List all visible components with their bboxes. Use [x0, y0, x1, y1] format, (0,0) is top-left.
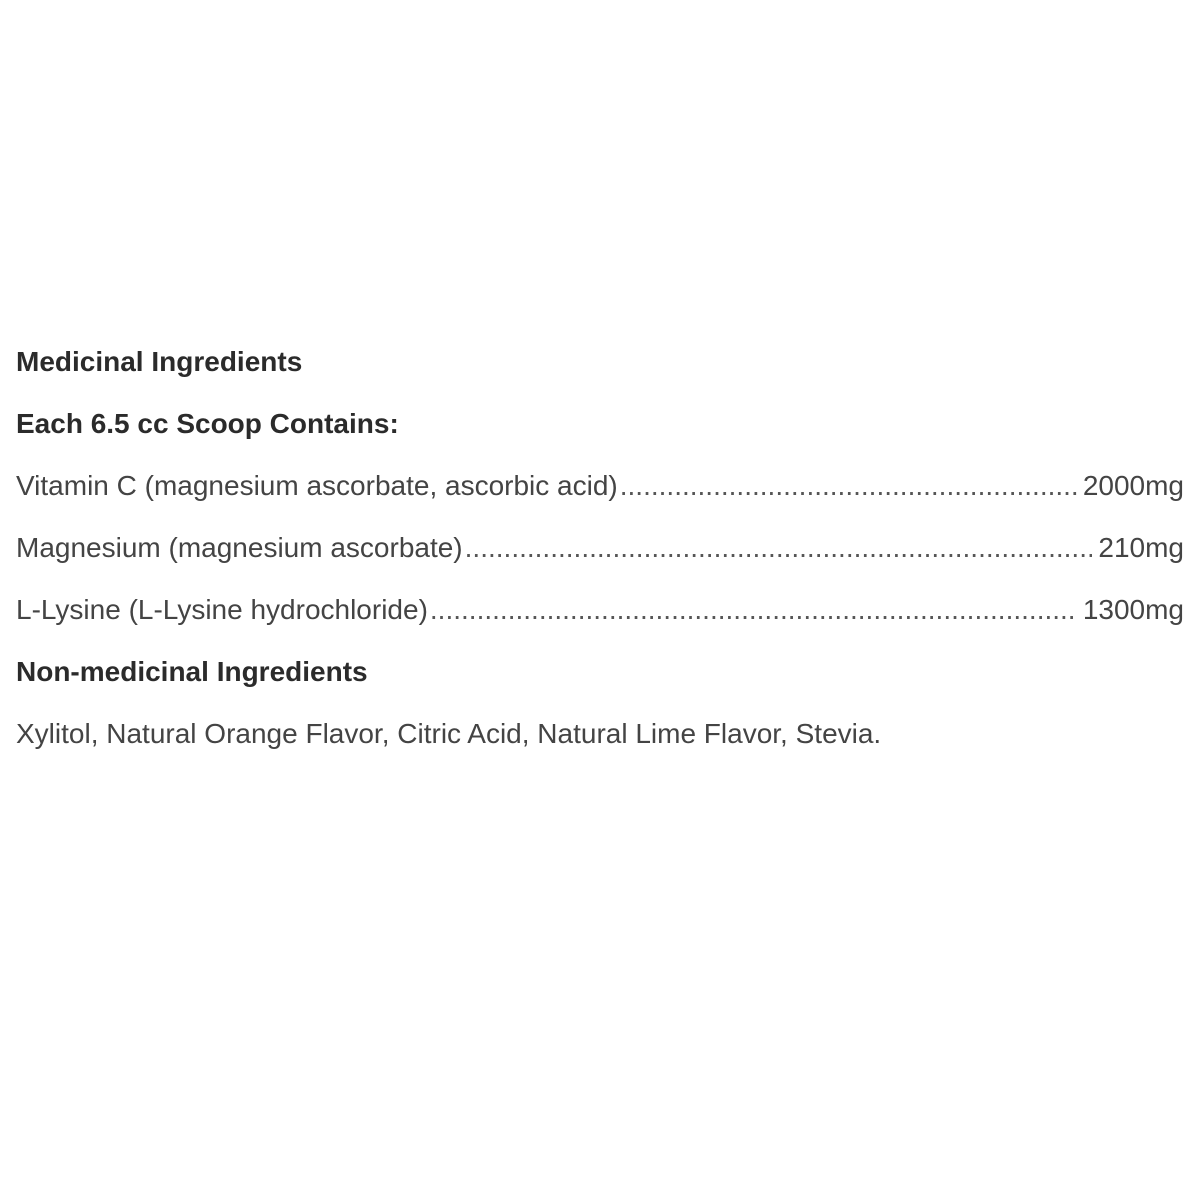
- non-medicinal-ingredients-list: Xylitol, Natural Orange Flavor, Citric Acid, Natural Lime Flavor, Stevia.: [16, 718, 882, 749]
- ingredient-name: Vitamin C (magnesium ascorbate, ascorbic acid): [16, 470, 618, 501]
- medicinal-ingredients-heading: Medicinal Ingredients: [16, 346, 303, 377]
- ingredient-amount: 1300mg: [1082, 594, 1184, 625]
- ingredient-row-magnesium: [16, 526, 1184, 588]
- ingredient-amount: 210mg: [1098, 532, 1184, 563]
- ingredient-row-vitamin-c: [16, 464, 1184, 526]
- ingredient-name: Magnesium (magnesium ascorbate): [16, 532, 463, 563]
- ingredient-name: L-Lysine (L-Lysine hydrochloride): [16, 594, 428, 625]
- dot-leader: [620, 464, 1077, 508]
- ingredient-row-l-lysine: [16, 588, 1184, 650]
- ingredients-panel: [16, 340, 1184, 774]
- serving-size-heading: Each 6.5 cc Scoop Contains:: [16, 408, 399, 439]
- non-medicinal-ingredients-heading: Non-medicinal Ingredients: [16, 656, 368, 687]
- dot-leader: [465, 526, 1093, 570]
- dot-leader: [430, 588, 1077, 632]
- ingredient-amount: 2000mg: [1082, 470, 1184, 501]
